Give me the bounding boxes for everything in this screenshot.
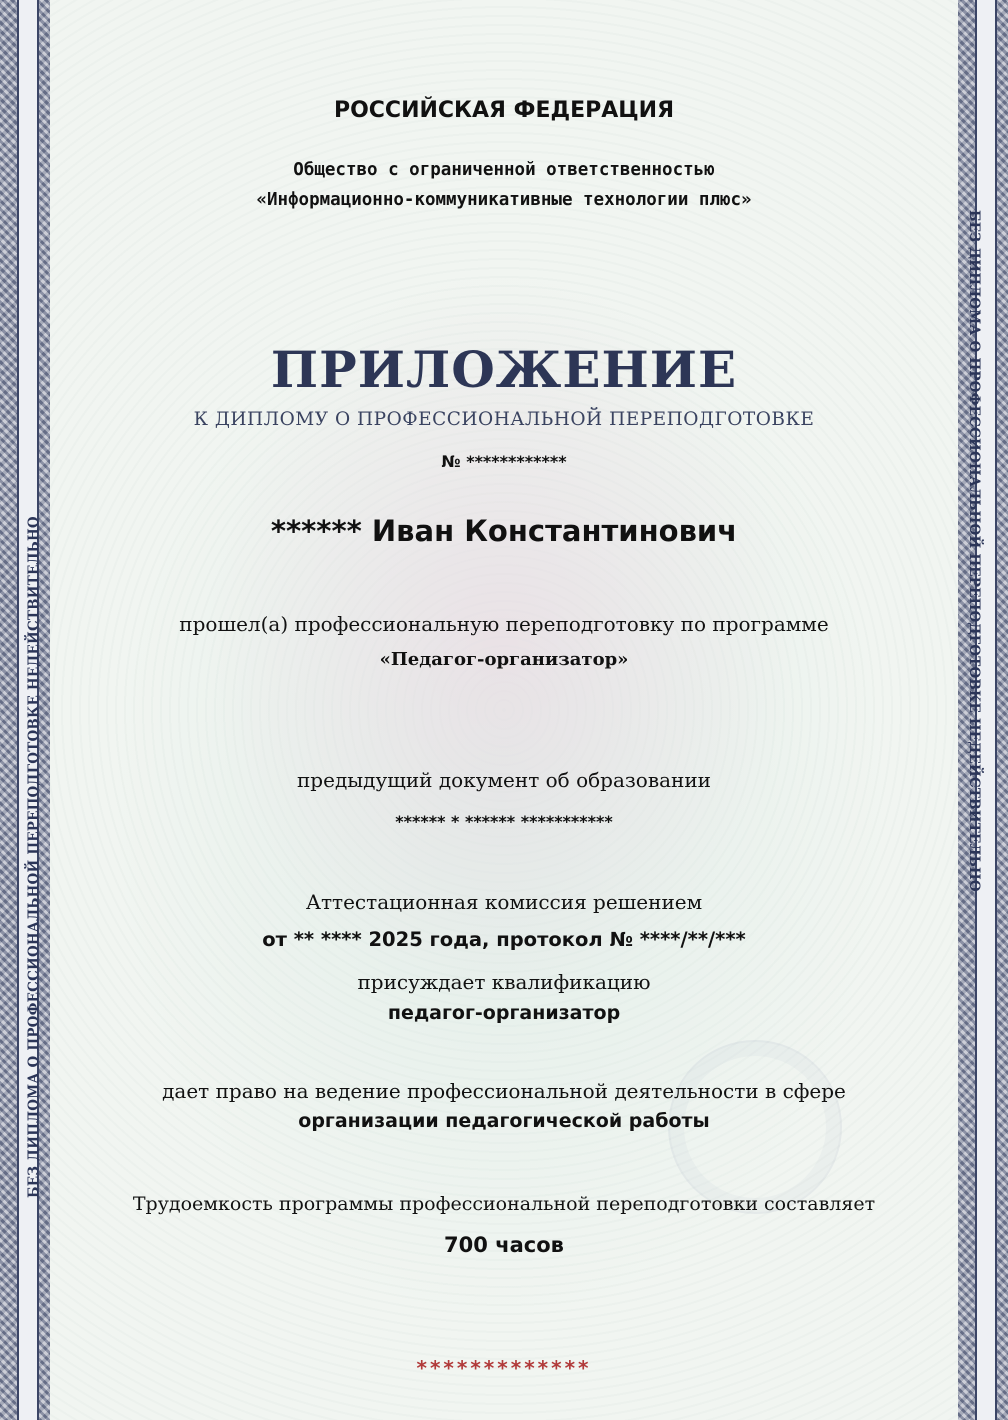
organization-line-1: Общество с ограниченной ответственностью <box>293 160 715 180</box>
document-title: ПРИЛОЖЕНИЕ <box>270 340 738 399</box>
left-decorative-border <box>0 0 50 1420</box>
left-border-text: БЕЗ ДИПЛОМА О ПРОФЕССИОНАЛЬНОЙ ПЕРЕПОДГОТОВКЕ НЕДЕЙСТВИТЕЛЬНО <box>26 516 42 1198</box>
previous-document-value: ****** * ****** *********** <box>395 812 613 831</box>
right-border-text: БЕЗ ДИПЛОМА О ПРОФЕССИОНАЛЬНОЙ ПЕРЕПОДГОТОВКЕ НЕДЕЙСТВИТЕЛЬНО <box>966 210 982 892</box>
previous-document-label: предыдущий документ об образовании <box>296 768 712 792</box>
organization-line-2: «Информационно-коммуникативные технологии плюс» <box>256 190 752 210</box>
labor-intensity-text: Трудоемкость программы профессиональной переподготовки составляет <box>132 1193 876 1215</box>
document-subtitle: К ДИПЛОМУ О ПРОФЕССИОНАЛЬНОЙ ПЕРЕПОДГОТОВКЕ <box>193 409 815 430</box>
right-to-practice-text: дает право на ведение профессиональной деятельности в сфере <box>162 1079 846 1103</box>
qualification-value: педагог-организатор <box>387 1002 621 1024</box>
program-name: «Педагог-организатор» <box>379 649 629 670</box>
awards-qualification-text: присуждает квалификацию <box>357 970 651 994</box>
footer-masked-number: ************* <box>416 1356 592 1380</box>
protocol-text: от ** **** 2025 года, протокол № ****/**/*** <box>262 928 746 951</box>
holder-name: ****** Иван Константинович <box>270 514 738 548</box>
program-hours: 700 часов <box>444 1233 564 1257</box>
practice-sphere: организации педагогической работы <box>298 1110 710 1132</box>
country-heading: РОССИЙСКАЯ ФЕДЕРАЦИЯ <box>333 98 675 123</box>
commission-text: Аттестационная комиссия решением <box>305 890 703 914</box>
passed-text: прошел(а) профессиональную переподготовку по программе <box>179 612 829 636</box>
document-number: № ************ <box>441 452 567 471</box>
